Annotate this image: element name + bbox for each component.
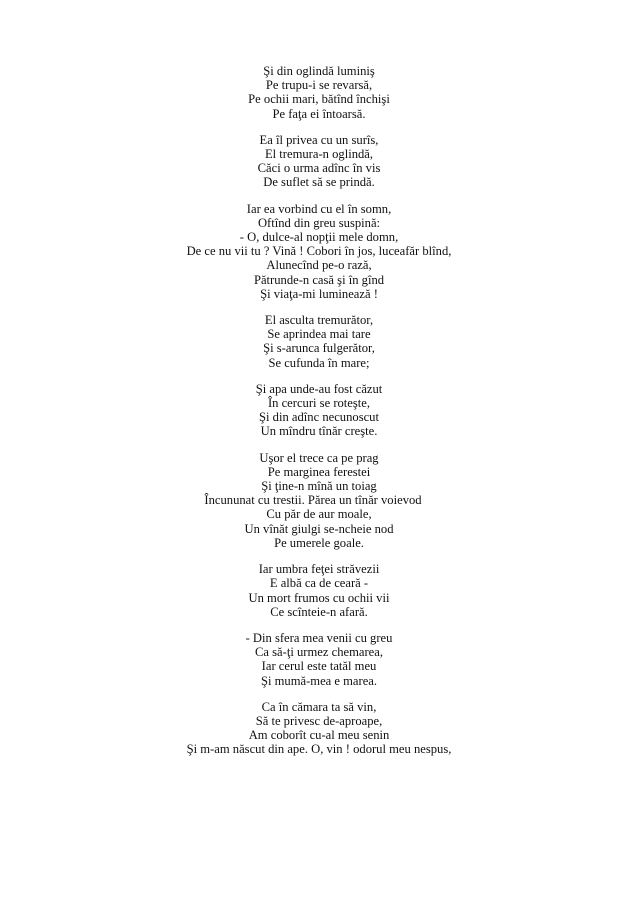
poem-line: Uşor el trece ca pe prag — [259, 450, 379, 465]
poem-line: Iar cerul este tatăl meu — [261, 659, 377, 674]
poem-line: De suflet să se prindă. — [263, 175, 375, 190]
poem-line: Ca să-ţi urmez chemarea, — [255, 645, 383, 660]
poem-line: Un vînăt giulgi se-ncheie nod — [244, 521, 394, 536]
poem-line: Pătrunde-n casă şi în gînd — [253, 272, 385, 287]
poem-line: Şi m-am născut din ape. O, vin ! odorul meu nespus, — [186, 742, 452, 757]
poem-line: Pe ochii mari, bătînd închişi — [248, 92, 390, 107]
poem-line: Şi din adînc necunoscut — [259, 410, 379, 425]
poem-line: El asculta tremurător, — [264, 313, 374, 328]
poem-line: Să te privesc de-aproape, — [255, 713, 383, 728]
poem-line: Ea îl privea cu un surîs, — [259, 132, 379, 147]
poem-line: Oftînd din greu suspină: — [257, 215, 381, 230]
poem-line: Ce scînteie-n afară. — [270, 604, 368, 619]
poem-line: Ca în cămara ta să vin, — [261, 699, 377, 714]
poem-line: Căci o urma adînc în vis — [257, 161, 381, 176]
poem-line: În cercuri se roteşte, — [267, 396, 371, 411]
poem-line: Şi ţine-n mînă un toiag — [261, 479, 377, 494]
poem-line: Alunecînd pe-o rază, — [266, 258, 372, 273]
poem-line: Un mîndru tînăr creşte. — [260, 424, 378, 439]
poem-line: Pe faţa ei întoarsă. — [272, 106, 366, 121]
stanza-9 — [0, 700, 638, 757]
poem-line: Şi viaţa-mi luminează ! — [260, 286, 378, 301]
stanza-5 — [0, 382, 638, 439]
stanza-7 — [0, 562, 638, 619]
poem-line: Pe umerele goale. — [274, 535, 364, 550]
poem-line: Iar umbra feţei străvezii — [258, 562, 380, 577]
poem-line: Şi apa unde-au fost căzut — [255, 381, 383, 396]
poem-line: Am coborît cu-al meu senin — [248, 728, 390, 743]
poem-line: Şi din oglindă luminiş — [263, 64, 375, 78]
poem-line: Şi mumă-mea e marea. — [260, 673, 378, 688]
poem-line: El tremura-n oglindă, — [264, 147, 374, 162]
poem-line: Se cufunda în mare; — [268, 355, 370, 370]
stanza-3 — [0, 202, 638, 301]
poem-line: Şi s-arunca fulgerător, — [263, 341, 375, 356]
poem-line: Se aprindea mai tare — [267, 327, 371, 342]
poem-line: Pe trupu-i se revarsă, — [265, 78, 373, 93]
poem-line: Un mort frumos cu ochii vii — [248, 590, 390, 605]
poem-line: Încununat cu trestii. Părea un tînăr voievod — [204, 493, 422, 508]
stanza-6 — [0, 451, 638, 550]
stanza-8 — [0, 631, 638, 688]
poem-line: Pe marginea ferestei — [267, 464, 371, 479]
poem-line: - O, dulce-al nopţii mele domn, — [239, 230, 399, 245]
poem-line: De ce nu vii tu ? Vină ! Cobori în jos, luceafăr blînd, — [186, 244, 452, 259]
poem-line: Iar ea vorbind cu el în somn, — [246, 201, 392, 216]
stanza-2 — [0, 133, 638, 190]
poem-line: E albă ca de ceară - — [269, 576, 369, 591]
stanza-1 — [0, 64, 638, 121]
poem-text — [0, 64, 638, 769]
poem-line: - Din sfera mea venii cu greu — [245, 630, 393, 645]
stanza-4 — [0, 313, 638, 370]
poem-line: Cu păr de aur moale, — [266, 507, 372, 522]
